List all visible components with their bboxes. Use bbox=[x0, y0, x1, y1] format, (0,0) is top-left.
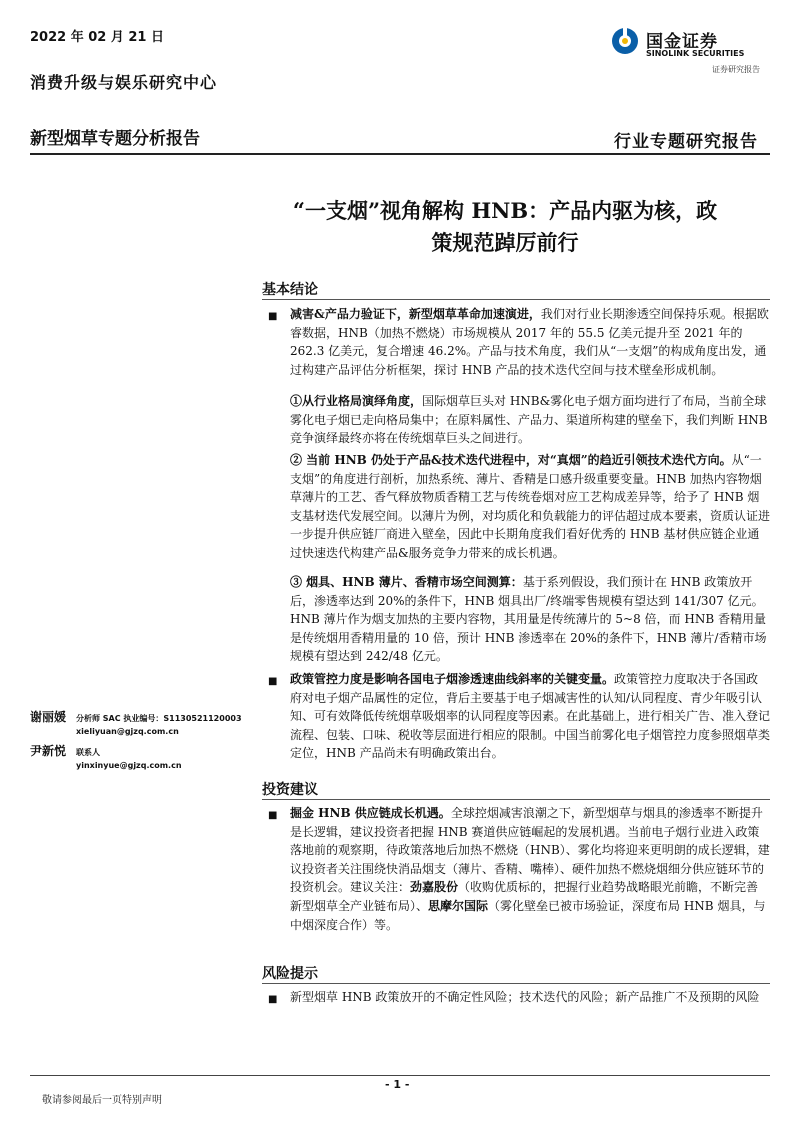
report-type: 行业专题研究报告 bbox=[614, 132, 758, 152]
analyst-meta bbox=[76, 712, 242, 738]
section-rule-risk bbox=[262, 983, 770, 984]
section-rule-invest bbox=[262, 799, 770, 800]
main-title bbox=[240, 195, 770, 259]
basic-bullet-2-lead: 政策管控力度是影响各国电子烟渗透速曲线斜率的关键变量。 bbox=[290, 672, 615, 686]
logo-text-en: SINOLINK SECURITIES bbox=[646, 49, 745, 58]
footer-disclaimer: 敬请参阅最后一页特别声明 bbox=[42, 1095, 162, 1106]
contact-name: 尹新悦 bbox=[30, 744, 67, 758]
bullet-icon: ■ bbox=[268, 311, 278, 322]
basic-bullet-1 bbox=[290, 305, 770, 379]
logo-subtitle: 证券研究报告 bbox=[712, 65, 760, 74]
risk-bullet: 新型烟草 HNB 政策放开的不确定性风险；技术迭代的风险；新产品推广不及预期的风险 bbox=[290, 990, 760, 1004]
section-heading-invest: 投资建议 bbox=[262, 782, 318, 798]
invest-bullet-text-2: （收购优质标的，把握行业趋势战略眼光前瞻，不断完善新型烟草全产业链布局）、 bbox=[290, 880, 759, 913]
section-rule-basic bbox=[262, 299, 770, 300]
header-divider bbox=[30, 153, 770, 155]
contact-meta bbox=[76, 746, 182, 772]
logo-text-cn: 国金证券 bbox=[646, 32, 718, 52]
basic-point-2 bbox=[290, 451, 770, 563]
basic-point-1 bbox=[290, 392, 770, 448]
basic-point-2-text: 从“一支烟”的角度进行剖析，加热系统、薄片、香精是口感升级重要变量。HNB 加热内容物烟草薄片的工艺、香气释放物质香精工艺与传统卷烟对应工艺构成差异等，给予了 HNB 烟支基材迭代发展空间。以薄片为例，对均质化和负载能力的评估超过成本要素，资质认证进一步提升供应链厂商进入壁垒，因此中长期角度我们看好优秀的 HNB 基材供应链企业通过快速迭代构建产品&服务竞争力带来的成长机遇。 bbox=[290, 453, 771, 560]
report-date: 2022 年 02 月 21 日 bbox=[30, 30, 164, 45]
invest-bullet bbox=[290, 804, 770, 934]
analyst-role: 分析师 SAC 执业编号：S1130521120003 bbox=[76, 714, 242, 723]
logo-mark-icon bbox=[610, 26, 640, 56]
section-heading-risk: 风险提示 bbox=[262, 966, 318, 982]
basic-bullet-2 bbox=[290, 670, 770, 763]
stock-smoore: 思摩尔国际 bbox=[428, 898, 489, 913]
page-number: - 1 - bbox=[385, 1078, 410, 1091]
invest-bullet-text-3: （雾化壁垒已被市场验证，深度布局 HNB 烟具，与中烟深度合作）等。 bbox=[290, 898, 766, 932]
footer-divider bbox=[30, 1075, 770, 1076]
basic-point-3-lead: ③ 烟具、HNB 薄片、香精市场空间测算： bbox=[290, 575, 523, 589]
basic-point-3-text: 基于系列假设，我们预计在 HNB 政策放开后，渗透率达到 20%的条件下，HNB 烟具出厂/终端零售规模有望达到 141/307 亿元。HNB 薄片作为烟支加热的主要内容物，其用量是传统薄片的 5~8 倍，而 HNB 香精用量是传统烟用香精用量的 10 倍，预计 HNB 渗透率在 20%的条件下，HNB 薄片/香精市场规模有望达到 242/48 亿元。 bbox=[290, 575, 767, 664]
report-series-title: 新型烟草专题分析报告 bbox=[30, 129, 200, 149]
contact-role: 联系人 bbox=[76, 748, 100, 757]
basic-bullet-1-text: 我们对行业长期渗透空间保持乐观。根据欧睿数据，HNB（加热不燃烧）市场规模从 2017 年的 55.5 亿美元提升至 2021 年的 262.3 亿美元，复合增速 46.2%。产品与技术角度，我们从“一支烟”的构成角度出发，通过构建产品评估分析框架，探讨 HNB 产品的技术迭代空间与技术壁垒形成机制。 bbox=[290, 307, 769, 377]
invest-bullet-lead: 掘金 HNB 供应链成长机遇。 bbox=[290, 806, 451, 820]
bullet-icon: ■ bbox=[268, 810, 278, 821]
bullet-icon: ■ bbox=[268, 994, 278, 1005]
basic-point-1-lead: ①从行业格局演绎角度， bbox=[290, 394, 423, 408]
research-center: 消费升级与娱乐研究中心 bbox=[30, 73, 218, 92]
stock-jinjia: 劲嘉股份 bbox=[410, 880, 459, 895]
main-title-line2: 策规范踔厉前行 bbox=[431, 230, 579, 255]
main-title-line1: “一支烟”视角解构 HNB：产品内驱为核，政 bbox=[292, 198, 718, 223]
section-heading-basic: 基本结论 bbox=[262, 282, 318, 298]
basic-point-1-text: 国际烟草巨头对 HNB&雾化电子烟方面均进行了布局，当前全球雾化电子烟已走向格局集中；在原料属性、产品力、渠道所构建的壁垒下，我们判断 HNB 竞争演绎最终亦将在传统烟草巨头之间进行。 bbox=[290, 394, 768, 446]
invest-bullet-text-1: 全球控烟减害浪潮之下，新型烟草与烟具的渗透率不断提升是长逻辑，建议投资者把握 HNB 赛道供应链崛起的发展机遇。当前电子烟行业进入政策落地前的观察期，待政策落地后加热不燃烧（HNB）、雾化均将迎来更明朗的成长逻辑，建议投资者关注围绕快消品烟支（薄片、香精、嘴棒）、硬件加热不燃烧烟细分供应链环节的投资机会。建议关注： bbox=[290, 806, 770, 895]
contact-email[interactable]: yinxinyue@gjzq.com.cn bbox=[76, 761, 182, 770]
basic-point-3 bbox=[290, 573, 770, 666]
bullet-icon: ■ bbox=[268, 676, 278, 687]
analyst-email[interactable]: xieliyuan@gjzq.com.cn bbox=[76, 727, 179, 736]
basic-bullet-2-text: 政策管控力度取决于各国政府对电子烟产品属性的定位，背后主要基于电子烟减害性的认知/认同程度、青少年吸引认知、可有效降低传统烟草吸烟率的认同程度等因素。在此基础上，进行相关广告、准入登记流程、包装、口味、税收等层面进行相应的限制。中国当前雾化电子烟管控力度参照烟草类定位，HNB 产品尚未有明确政策出台。 bbox=[290, 672, 771, 761]
basic-bullet-1-lead: 减害&产品力验证下，新型烟草革命加速演进， bbox=[290, 307, 541, 321]
basic-point-2-lead: ② 当前 HNB 仍处于产品&技术迭代进程中，对“真烟”的趋近引领技术迭代方向。 bbox=[290, 453, 732, 467]
analyst-name: 谢丽媛 bbox=[30, 710, 67, 724]
